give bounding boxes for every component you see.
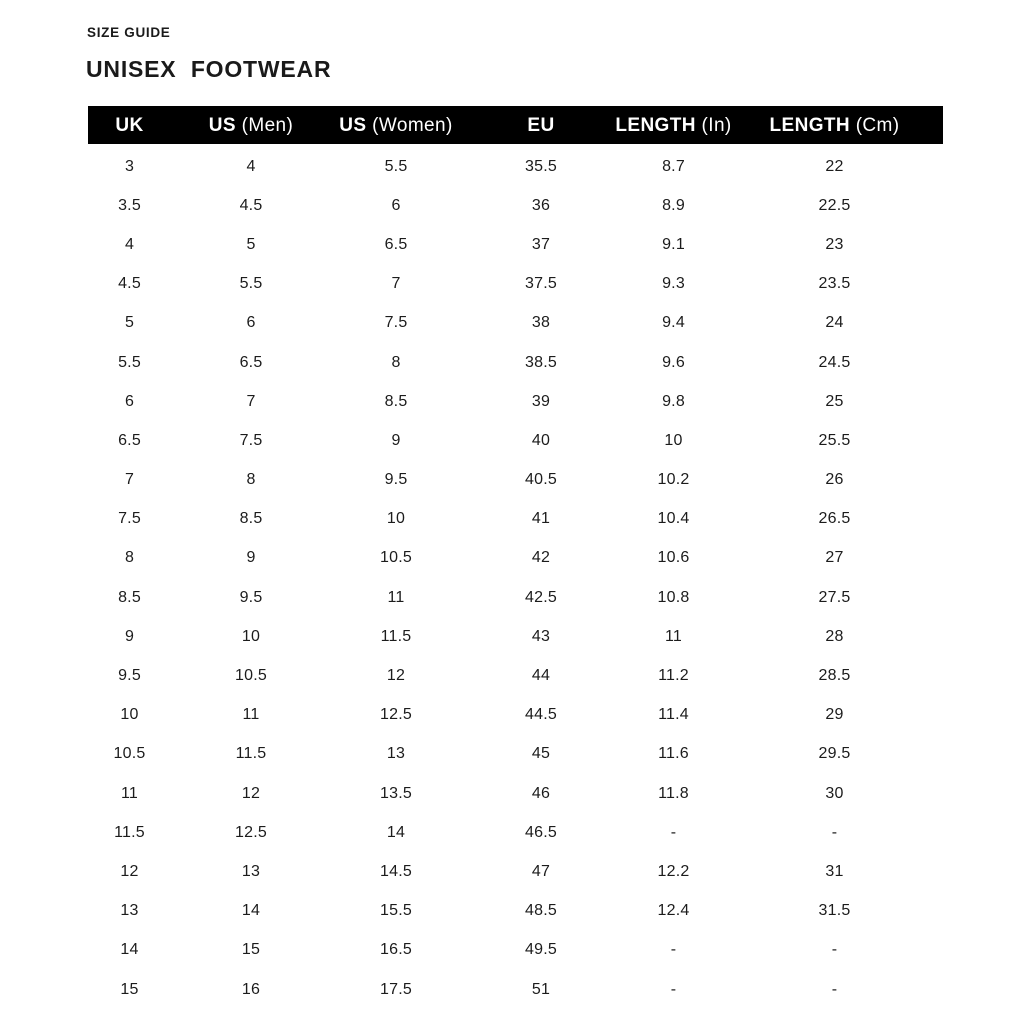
column-header-eu: EU [527, 114, 555, 136]
table-cell: 11 [242, 706, 260, 724]
table-cell: 24 [825, 314, 844, 332]
table-cell: 9.5 [384, 471, 408, 489]
table-cell: 5 [246, 235, 256, 253]
table-cell: 15 [241, 941, 261, 959]
table-cell: 10.4 [657, 510, 690, 528]
column-header-length-in: LENGTH (In) [615, 114, 732, 136]
table-cell: 39 [531, 392, 551, 410]
table-cell: 10 [241, 627, 261, 645]
table-cell: 41 [531, 510, 551, 528]
table-cell: 7.5 [384, 314, 408, 332]
table-cell: 11.5 [380, 627, 412, 645]
table-cell: 11.4 [658, 706, 689, 724]
table-cell: 4.5 [118, 275, 141, 293]
table-cell: 38.5 [525, 353, 557, 371]
table-cell: 6 [124, 392, 135, 410]
table-row [88, 774, 943, 813]
table-cell: 12.4 [657, 902, 690, 920]
table-cell: 17.5 [380, 980, 412, 998]
table-cell: 11.2 [658, 667, 689, 685]
page-title: UNISEX FOOTWEAR [86, 56, 332, 82]
table-row [88, 343, 943, 382]
table-row [88, 147, 943, 186]
table-cell: 7 [391, 275, 401, 293]
table-row [88, 696, 943, 735]
table-cell: 48.5 [525, 902, 557, 920]
table-cell: 11 [120, 784, 138, 802]
table-cell: - [670, 823, 677, 841]
table-cell: 36 [531, 196, 551, 214]
table-cell: 9 [124, 627, 135, 645]
table-row [88, 500, 943, 539]
table-cell: 8.5 [384, 392, 408, 410]
table-row [88, 813, 943, 852]
table-cell: 40 [531, 431, 551, 449]
table-cell: 8.7 [662, 157, 685, 175]
table-cell: 6.5 [118, 431, 141, 449]
table-cell: 4 [124, 235, 135, 253]
table-cell: 7.5 [118, 510, 141, 528]
table-cell: 9.4 [662, 314, 685, 332]
table-row [88, 617, 943, 656]
size-guide-label: SIZE GUIDE [87, 25, 171, 40]
table-cell: 49.5 [525, 941, 557, 959]
table-cell: 22 [825, 157, 844, 175]
table-cell: 11.5 [114, 823, 145, 841]
table-cell: 37.5 [525, 275, 557, 293]
table-cell: 47 [531, 862, 551, 880]
table-cell: 11 [387, 588, 405, 606]
table-cell: 10.2 [657, 471, 690, 489]
table-cell: 42 [531, 549, 551, 567]
table-cell: 8.5 [239, 510, 263, 528]
table-row [88, 265, 943, 304]
table-cell: 8.9 [662, 196, 685, 214]
table-cell: - [831, 823, 838, 841]
table-row [88, 656, 943, 695]
table-cell: 23 [825, 235, 844, 253]
table-cell: 25.5 [818, 431, 851, 449]
table-cell: 6.5 [384, 235, 408, 253]
table-cell: - [831, 941, 838, 959]
table-cell: 15.5 [380, 902, 412, 920]
table-cell: 29 [825, 706, 844, 724]
table-cell: 7.5 [239, 431, 263, 449]
table-cell: 9 [246, 549, 256, 567]
table-cell: 12.2 [657, 862, 690, 880]
table-cell: 9 [391, 431, 401, 449]
table-cell: 51 [531, 980, 551, 998]
table-cell: 30 [825, 784, 844, 802]
table-cell: 44.5 [525, 706, 557, 724]
table-cell: 14 [386, 823, 406, 841]
table-cell: 10.5 [235, 667, 267, 685]
table-cell: 11.5 [235, 745, 267, 763]
table-cell: 37 [531, 235, 551, 253]
table-cell: 13 [386, 745, 406, 763]
table-row [88, 852, 943, 891]
table-cell: 7 [246, 392, 256, 410]
table-cell: 10.8 [657, 588, 690, 606]
table-cell: 11.8 [658, 784, 689, 802]
table-cell: 15 [120, 980, 139, 998]
table-row [88, 461, 943, 500]
table-cell: 46.5 [525, 823, 557, 841]
column-header-us-women: US (Women) [339, 114, 453, 136]
table-cell: 27.5 [818, 588, 851, 606]
table-row [88, 304, 943, 343]
table-row [88, 892, 943, 931]
table-cell: 29.5 [818, 745, 851, 763]
table-cell: 23.5 [818, 275, 851, 293]
table-cell: 6 [246, 314, 256, 332]
table-cell: 12 [120, 862, 139, 880]
table-cell: 46 [531, 784, 551, 802]
table-header [88, 106, 943, 144]
table-cell: 10.5 [113, 745, 146, 763]
table-cell: 7 [124, 471, 135, 489]
table-cell: 10.5 [380, 549, 412, 567]
table-cell: 22.5 [818, 196, 851, 214]
table-cell: 4 [246, 157, 256, 175]
table-row [88, 382, 943, 421]
table-row [88, 421, 943, 460]
table-cell: 16.5 [380, 941, 412, 959]
table-body [88, 147, 943, 1009]
table-cell: 31.5 [818, 902, 851, 920]
table-cell: 13.5 [380, 784, 412, 802]
table-cell: 13 [241, 862, 261, 880]
table-cell: 5.5 [384, 157, 408, 175]
table-row [88, 735, 943, 774]
table-row [88, 225, 943, 264]
table-cell: 26 [825, 471, 844, 489]
table-cell: 28.5 [818, 667, 851, 685]
table-cell: 40.5 [525, 471, 557, 489]
table-cell: 11 [664, 627, 682, 645]
table-cell: 4.5 [239, 196, 263, 214]
table-cell: - [670, 980, 677, 998]
table-cell: 5.5 [239, 275, 263, 293]
table-cell: 8 [246, 471, 256, 489]
table-cell: 9.3 [662, 275, 685, 293]
table-row [88, 931, 943, 970]
table-cell: 9.8 [662, 392, 685, 410]
table-cell: 31 [825, 862, 844, 880]
table-cell: 10 [120, 706, 139, 724]
table-cell: 9.5 [239, 588, 263, 606]
column-header-us-men: US (Men) [208, 114, 294, 136]
table-cell: 12 [241, 784, 261, 802]
table-cell: 45 [531, 745, 551, 763]
table-cell: 14 [241, 902, 261, 920]
table-cell: 9.5 [118, 667, 141, 685]
table-cell: 8 [124, 549, 135, 567]
column-header-uk: UK [115, 114, 144, 136]
table-cell: 10.6 [657, 549, 690, 567]
table-cell: 3.5 [118, 196, 141, 214]
table-cell: 12.5 [380, 706, 412, 724]
table-cell: 42.5 [525, 588, 557, 606]
table-cell: 10 [664, 431, 683, 449]
table-cell: 12.5 [235, 823, 267, 841]
table-cell: 43 [531, 627, 551, 645]
table-row [88, 186, 943, 225]
table-cell: 8.5 [118, 588, 141, 606]
table-cell: 24.5 [818, 353, 851, 371]
table-cell: 8 [391, 353, 401, 371]
table-cell: 6.5 [239, 353, 263, 371]
table-cell: - [831, 980, 838, 998]
table-row [88, 970, 943, 1009]
table-cell: 14.5 [380, 862, 412, 880]
table-row [88, 578, 943, 617]
table-cell: 35.5 [525, 157, 557, 175]
table-cell: 16 [241, 980, 261, 998]
table-cell: 27 [825, 549, 844, 567]
table-cell: 6 [391, 196, 401, 214]
table-cell: 13 [120, 902, 139, 920]
column-header-length-cm: LENGTH (Cm) [769, 114, 900, 136]
table-cell: 38 [531, 314, 551, 332]
table-cell: 44 [531, 667, 551, 685]
table-cell: 14 [120, 941, 139, 959]
table-cell: 10 [386, 510, 406, 528]
table-cell: 28 [825, 627, 844, 645]
table-row [88, 539, 943, 578]
table-cell: 9.6 [662, 353, 685, 371]
table-cell: 25 [825, 392, 844, 410]
table-cell: 5 [124, 314, 135, 332]
table-cell: - [670, 941, 677, 959]
table-cell: 12 [386, 667, 406, 685]
table-cell: 9.1 [662, 235, 685, 253]
table-cell: 5.5 [118, 353, 141, 371]
table-cell: 3 [124, 157, 135, 175]
table-cell: 26.5 [818, 510, 851, 528]
table-cell: 11.6 [658, 745, 689, 763]
